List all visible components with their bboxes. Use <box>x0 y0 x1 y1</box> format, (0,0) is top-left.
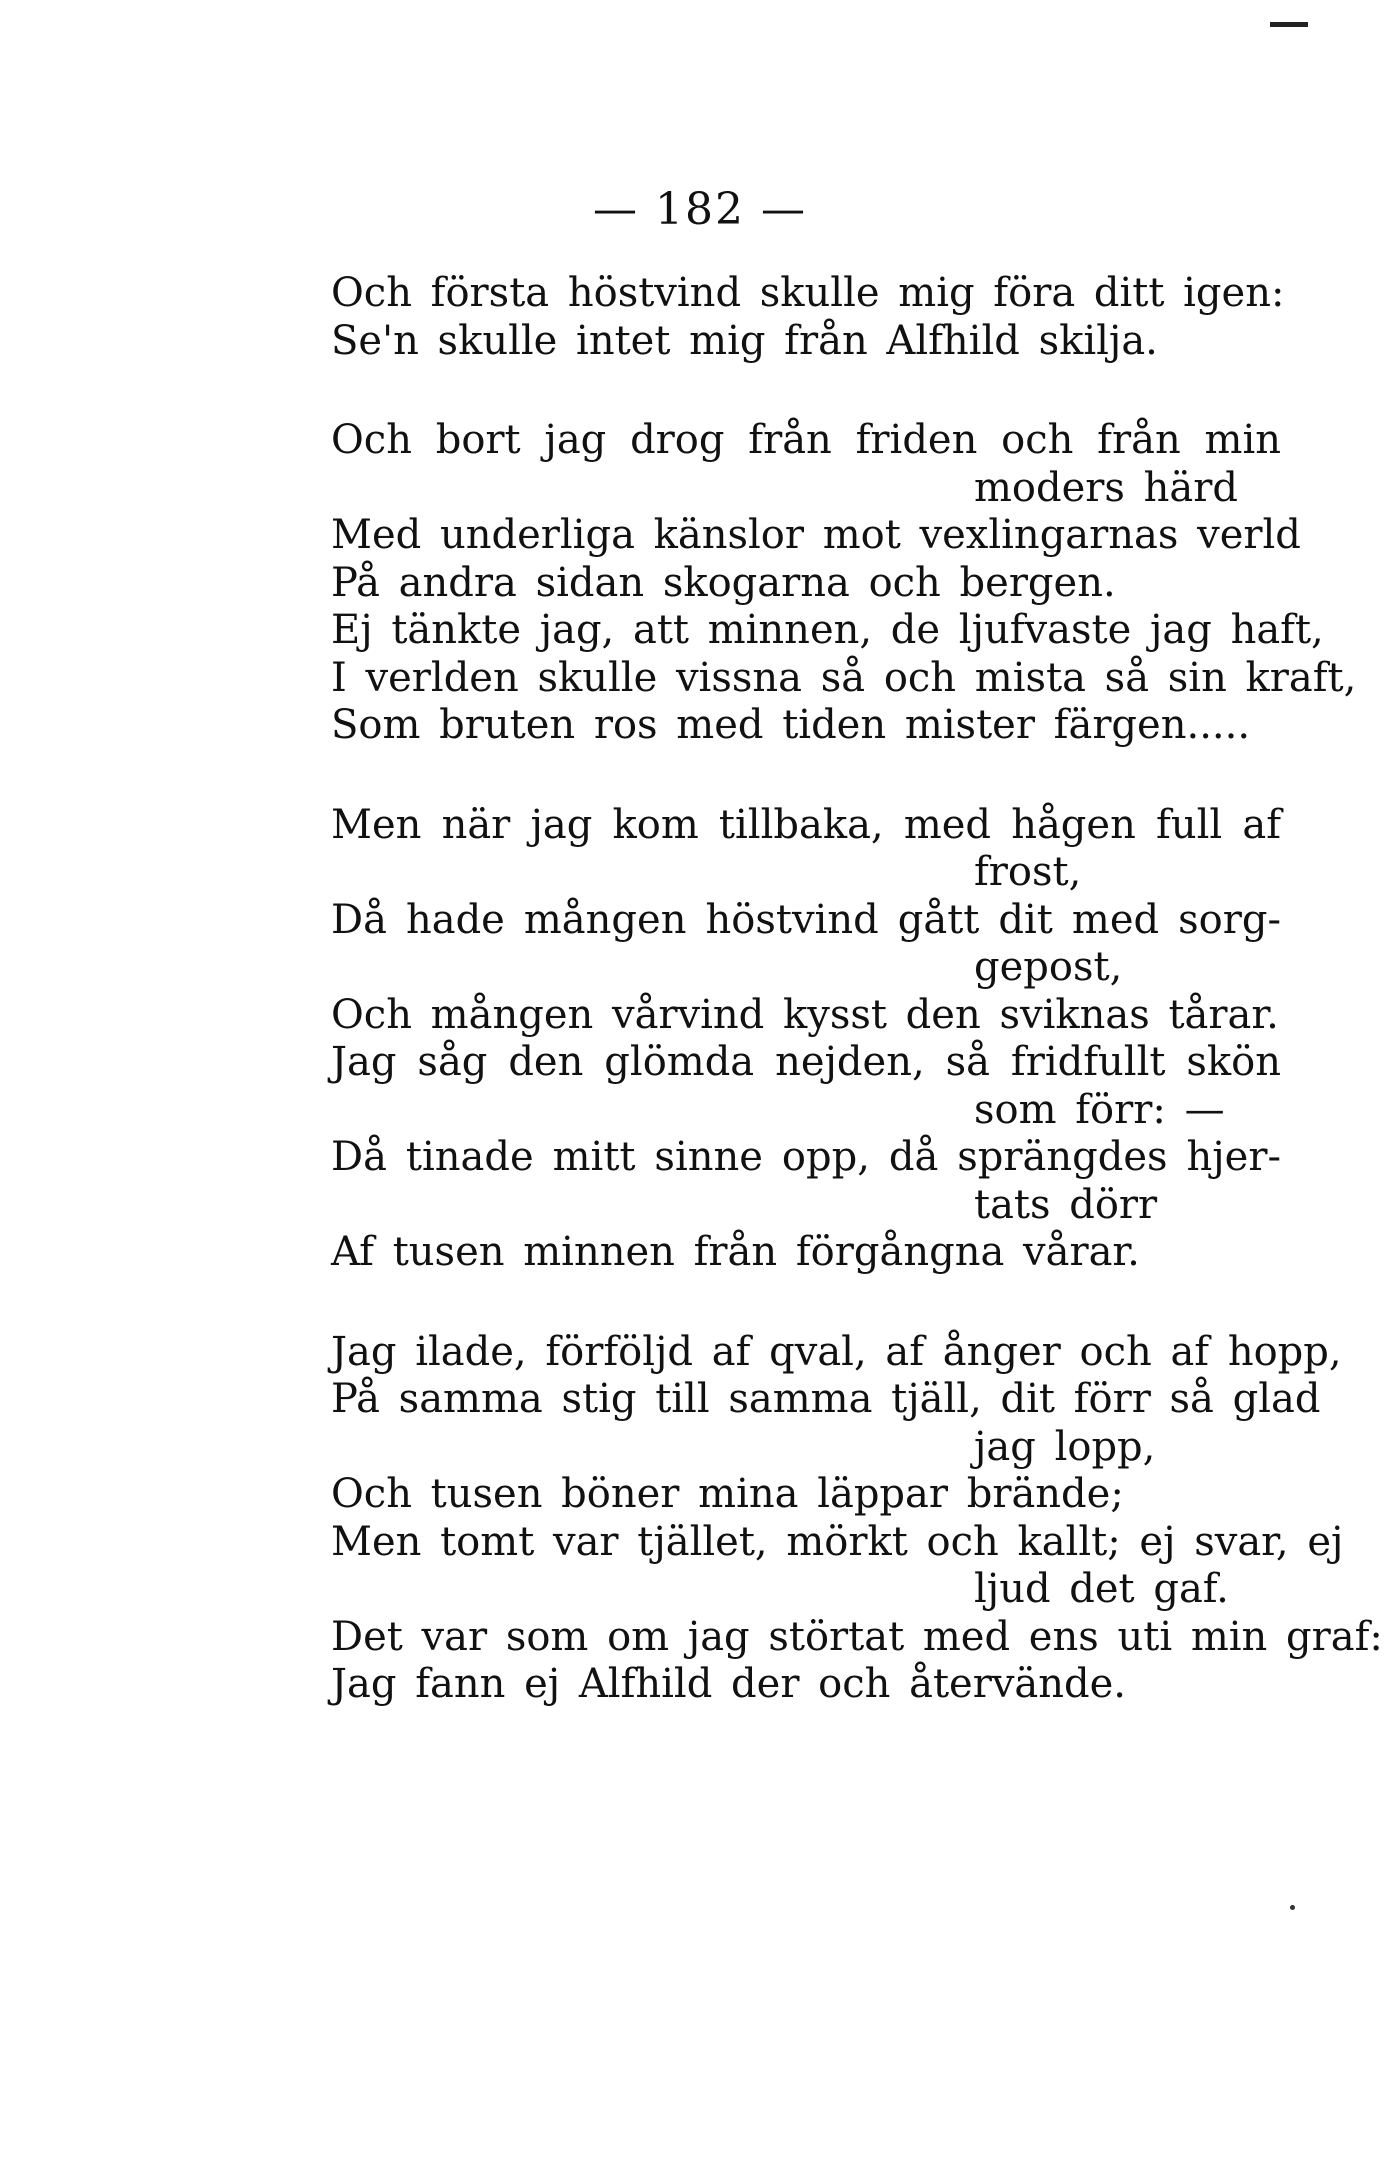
poem-line: Jag fann ej Alfhild der och återvände. <box>331 1661 1127 1707</box>
poem-line: Se'n skulle intet mig från Alfhild skilja. <box>331 317 1158 364</box>
print-mark <box>1270 22 1308 27</box>
poem-body <box>331 270 1383 1761</box>
stanza <box>331 1328 1383 1709</box>
poem-line: Jag såg den glömda nejden, så fridfullt skön <box>331 1039 1281 1085</box>
page-number: — 182 — <box>593 184 807 235</box>
stanza <box>331 270 1285 365</box>
poem-line: På andra sidan skogarna och bergen. <box>331 559 1116 606</box>
poem-line: Af tusen minnen från förgångna vårar. <box>331 1229 1140 1275</box>
poem-line: I verlden skulle vissna så och mista så sin kraft, <box>331 654 1357 701</box>
poem-line-continuation: moders härd <box>974 464 1238 511</box>
poem-line: Det var som om jag störtat med ens uti min graf: <box>331 1613 1383 1660</box>
poem-line: Ej tänkte jag, att minnen, de ljufvaste jag haft, <box>331 607 1324 653</box>
poem-line-continuation: ljud det gaf. <box>974 1566 1229 1612</box>
stanza <box>331 802 1281 1277</box>
poem-line-continuation: frost, <box>974 849 1082 895</box>
poem-line: Men när jag kom tillbaka, med hågen full af <box>331 801 1281 848</box>
stanza <box>331 417 1357 750</box>
poem-line-continuation: tats dörr <box>974 1181 1158 1228</box>
poem-line: På samma stig till samma tjäll, dit förr så glad <box>331 1376 1321 1422</box>
poem-line: Som bruten ros med tiden mister färgen..... <box>331 702 1251 748</box>
poem-line-continuation: som förr: — <box>974 1086 1225 1133</box>
poem-line: Och tusen böner mina läppar brände; <box>331 1471 1124 1517</box>
poem-line-continuation: gepost, <box>974 944 1123 990</box>
poem-line: Men tomt var tjället, mörkt och kallt; ej svar, ej <box>331 1518 1344 1565</box>
poem-line: Då hade mången höstvind gått dit med sorg- <box>331 896 1281 943</box>
poem-line: Och bort jag drog från friden och från min <box>331 417 1281 463</box>
speck-mark <box>1290 1905 1295 1910</box>
poem-line-continuation: jag lopp, <box>974 1423 1156 1470</box>
poem-line: Då tinade mitt sinne opp, då sprängdes hjer- <box>331 1134 1281 1180</box>
poem-line: Jag ilade, förföljd af qval, af ånger och af hopp, <box>331 1328 1342 1375</box>
poem-line: Med underliga känslor mot vexlingarnas verld <box>331 512 1301 558</box>
poem-line: Och första höstvind skulle mig föra ditt igen: <box>331 270 1285 316</box>
poem-line: Och mången vårvind kysst den sviknas tårar. <box>331 991 1279 1038</box>
